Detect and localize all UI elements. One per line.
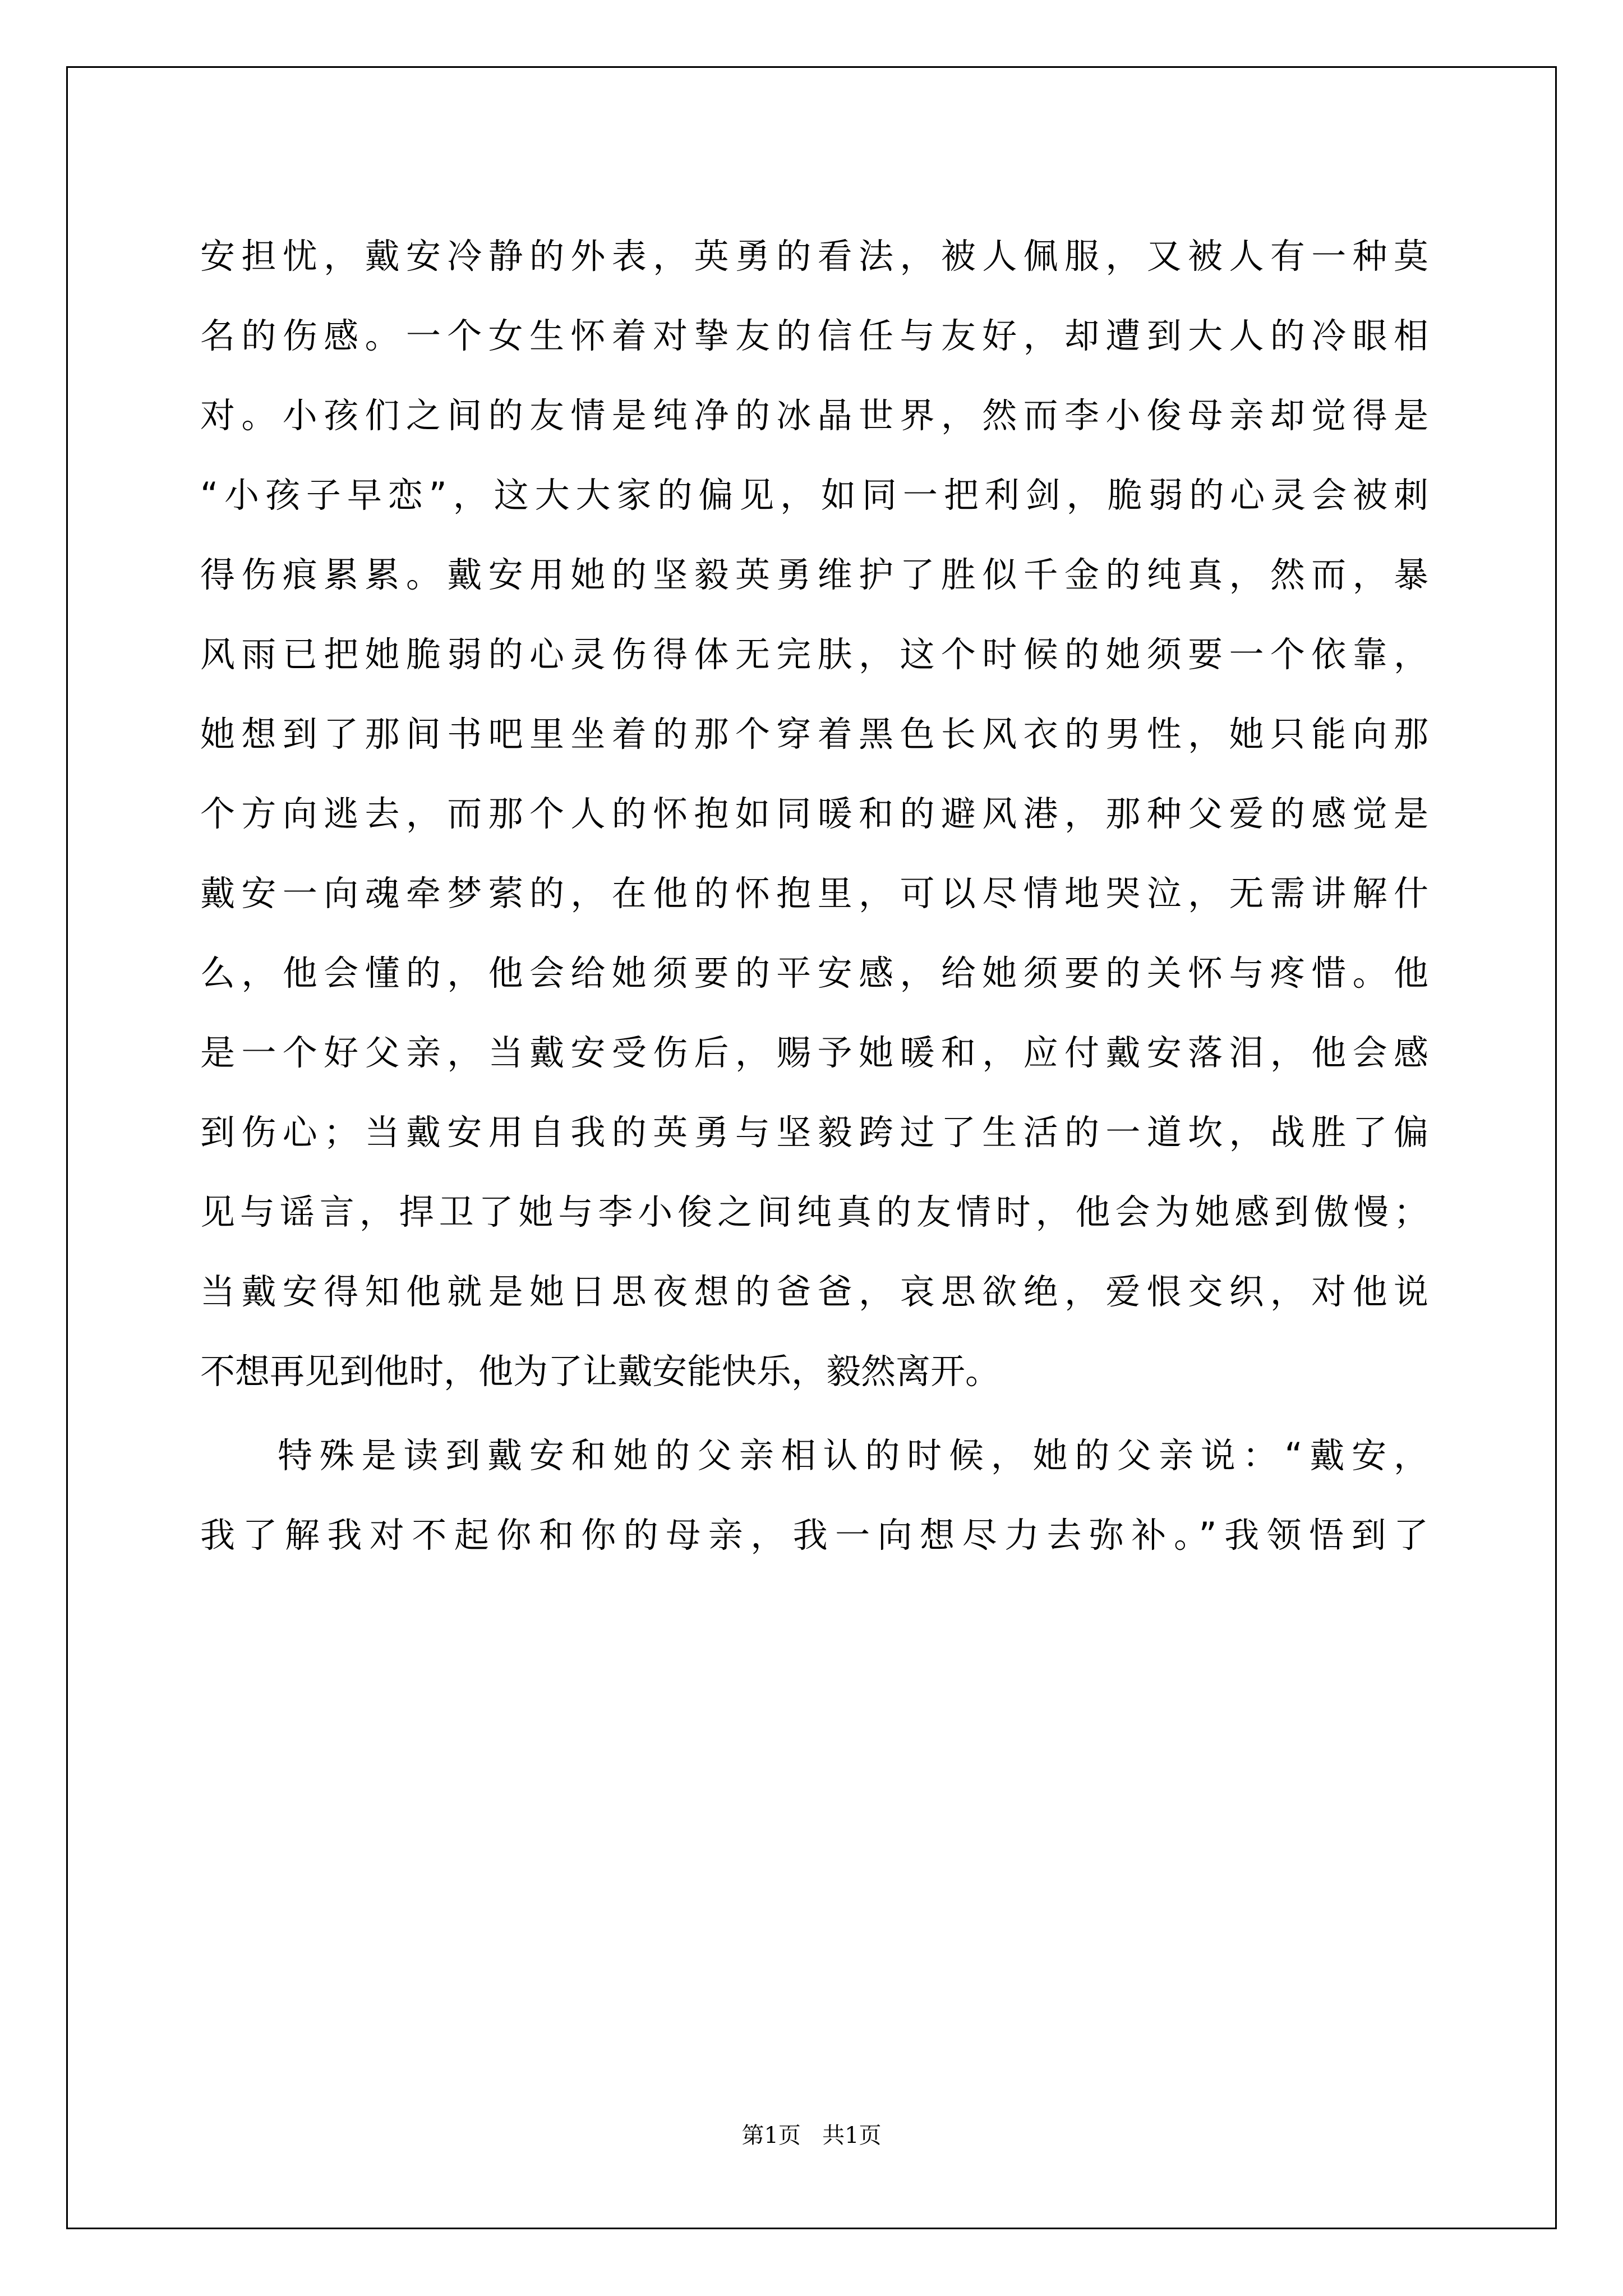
text-line: 名的伤感。一个女生怀着对挚友的信任与友好，却遭到大人的冷眼相 (200, 315, 1428, 356)
text-line: 我了解我对不起你和你的母亲，我一向想尽力去弥补。”我领悟到了 (200, 1515, 1428, 1556)
text-line: 戴安一向魂牵梦萦的，在他的怀抱里，可以尽情地哭泣，无需讲解什 (200, 873, 1428, 914)
text-line: 当戴安得知他就是她日思夜想的爸爸，哀思欲绝，爱恨交织，对他说 (200, 1271, 1428, 1312)
document-body (200, 217, 1428, 1575)
text-line: 她想到了那间书吧里坐着的那个穿着黑色长风衣的男性，她只能向那 (200, 714, 1428, 754)
page-footer (0, 2122, 1623, 2150)
page-number: 第1页 (741, 2123, 801, 2148)
text-line: “小孩子早恋”，这大大家的偏见，如同一把利剑，脆弱的心灵会被刺 (200, 475, 1428, 516)
text-line: 得伤痕累累。戴安用她的坚毅英勇维护了胜似千金的纯真，然而，暴 (200, 554, 1428, 595)
text-line: 特殊是读到戴安和她的父亲相认的时候，她的父亲说：“戴安， (278, 1435, 1428, 1476)
text-line: 么，他会懂的，他会给她须要的平安感，给她须要的关怀与疼惜。他 (200, 953, 1428, 993)
text-line: 到伤心；当戴安用自我的英勇与坚毅跨过了生活的一道坎，战胜了偏 (200, 1112, 1428, 1153)
text-line: 风雨已把她脆弱的心灵伤得体无完肤，这个时候的她须要一个依靠， (200, 634, 1428, 675)
paragraph-gap (200, 1411, 1428, 1416)
text-line: 个方向逃去，而那个人的怀抱如同暖和的避风港，那种父爱的感觉是 (200, 793, 1428, 834)
text-line: 见与谣言，捍卫了她与李小俊之间纯真的友情时，他会为她感到傲慢； (200, 1191, 1428, 1232)
text-line: 是一个好父亲，当戴安受伤后，赐予她暖和，应付戴安落泪，他会感 (200, 1032, 1428, 1073)
text-line: 不想再见到他时，他为了让戴安能快乐，毅然离开。 (200, 1351, 1000, 1392)
page-total: 共1页 (822, 2123, 882, 2148)
text-line: 安担忧，戴安冷静的外表，英勇的看法，被人佩服，又被人有一种莫 (200, 236, 1428, 277)
text-line: 对。小孩们之间的友情是纯净的冰晶世界，然而李小俊母亲却觉得是 (200, 395, 1428, 436)
